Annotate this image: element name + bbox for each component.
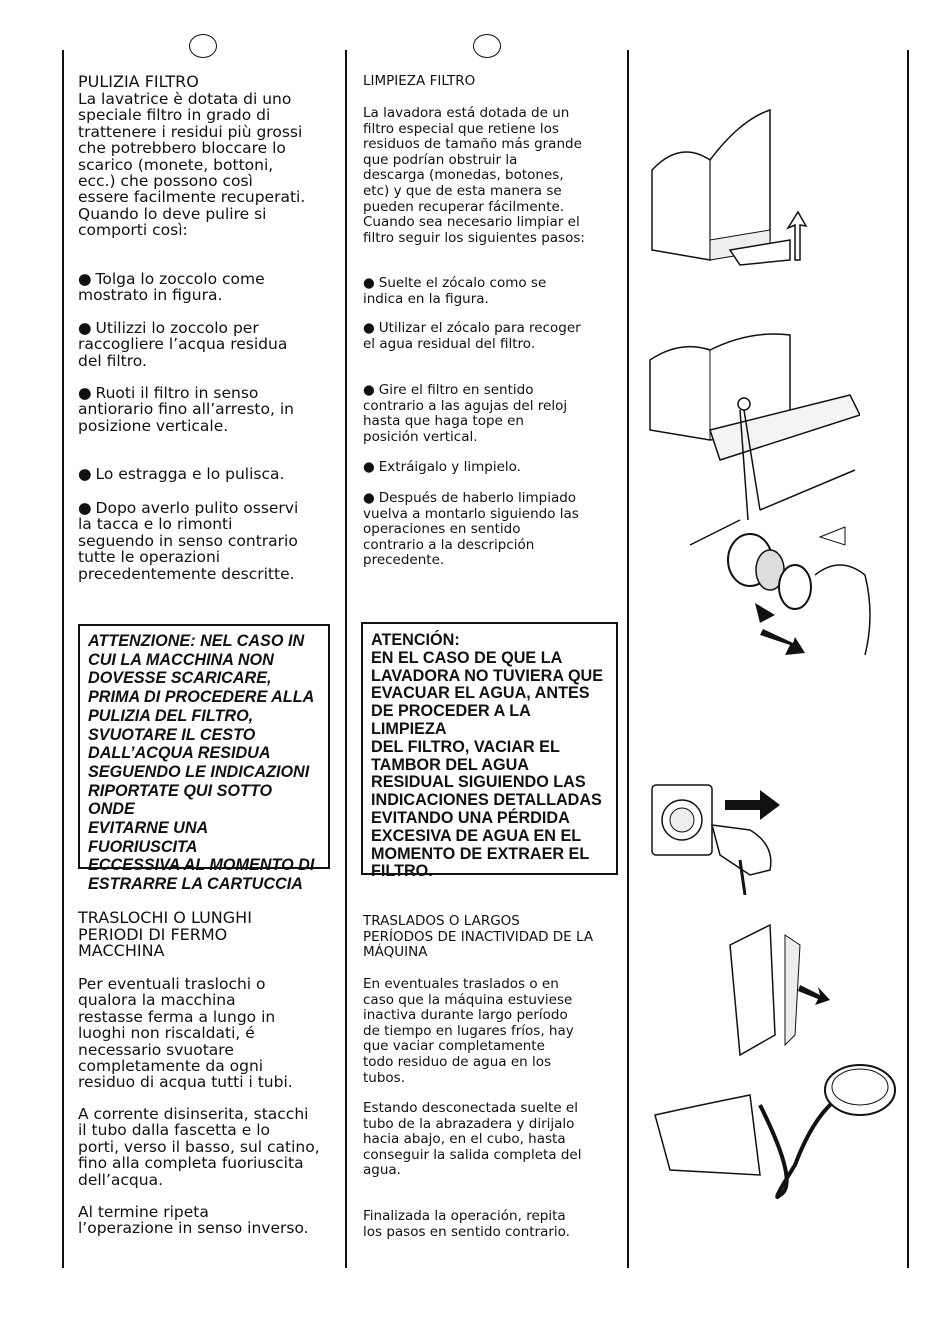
- italian-language-circle: [189, 34, 217, 58]
- moving-p1-es-line: tubos.: [363, 1069, 406, 1086]
- spanish-language-circle: [473, 34, 501, 58]
- step3-es-line: posición vertical.: [363, 428, 478, 445]
- filter-intro-it-line: Quando lo deve pulire si: [78, 204, 267, 223]
- warning-box-es-line: DE PROCEDER A LA LIMPIEZA: [371, 702, 531, 738]
- moving-p1-it-line: completamente da ogni: [78, 1057, 264, 1076]
- moving-title-es: [363, 914, 593, 961]
- filter-intro-it-line: ecc.) che possono così: [78, 172, 253, 191]
- moving-p2-it-line: il tubo dalla fascetta e lo: [78, 1121, 270, 1140]
- warning-box-es: [361, 622, 618, 881]
- middle-column-rule: [345, 50, 347, 1268]
- filter-intro-it-line: comporti così:: [78, 221, 188, 240]
- filter-intro-es-line: La lavadora está dotada de un: [363, 105, 570, 121]
- warning-box-es-line: EVACUAR EL AGUA, ANTES: [371, 684, 590, 703]
- step5-it-line: seguendo in senso contrario: [78, 531, 298, 550]
- filter-intro-it: [78, 91, 305, 239]
- moving-title-it-line: MACCHINA: [78, 941, 165, 960]
- warning-box-es-line: LAVADORA NO TUVIERA QUE: [371, 666, 604, 685]
- warning-box-it-line: ECCESSIVA AL MOMENTO DI: [88, 856, 315, 875]
- filter-intro-es: [363, 106, 585, 246]
- moving-title-es-line: MÁQUINA: [363, 944, 428, 961]
- moving-p3-it: [78, 1204, 309, 1237]
- moving-p2-es-line: hacia abajo, en el cubo, hasta: [363, 1131, 566, 1148]
- filter-intro-es-line: filtro seguir los siguientes pasos:: [363, 229, 585, 246]
- step3-es-line: ● Gire el filtro en sentido: [363, 383, 567, 399]
- step3-it-line: ● Ruoti il filtro in senso: [78, 385, 294, 401]
- moving-p2-es: [363, 1101, 582, 1179]
- step1-es-line: indica en la figura.: [363, 290, 489, 307]
- warning-box-it-line: SEGUENDO LE INDICAZIONI: [88, 762, 310, 781]
- warning-box-it: [78, 624, 330, 894]
- filter-intro-it-line: trattenere i residui più grossi: [78, 122, 303, 141]
- filter-intro-es-line: etc) y que de esta manera se: [363, 182, 562, 199]
- moving-p3-it-line: Al termine ripeta: [78, 1203, 209, 1221]
- moving-p1-it-line: Per eventuali traslochi o: [78, 975, 266, 993]
- step3-es-line: contrario a las agujas del reloj: [363, 397, 568, 414]
- step1-es-line: ● Suelte el zócalo como se: [363, 276, 546, 292]
- moving-p1-es-line: En eventuales traslados o en: [363, 976, 559, 992]
- drain-hose-illustration: [650, 905, 910, 1205]
- moving-p1-it-line: residuo di acqua tutti i tubi.: [78, 1073, 293, 1092]
- step1-it-line: ● Tolga lo zoccolo come: [78, 271, 265, 287]
- moving-p1-es-line: todo residuo de agua en los: [363, 1053, 552, 1070]
- filter-intro-es-line: Cuando sea necesario limpiar el: [363, 214, 580, 231]
- moving-p3-es-line: Finalizada la operación, repita: [363, 1208, 566, 1224]
- moving-title-it-line: PERIODI DI FERMO: [78, 924, 228, 944]
- step5-es-line: vuelva a montarlo siguiendo las: [363, 505, 579, 522]
- filter-intro-it-line: scarico (monete, bottoni,: [78, 155, 274, 174]
- moving-title-es-line: PERÍODOS DE INACTIVIDAD DE LA: [363, 928, 594, 945]
- filter-rotation-illustration: [715, 515, 875, 675]
- step3-es: [363, 383, 567, 445]
- step5-it: [78, 500, 298, 582]
- warning-box-it-line: RIPORTATE QUI SOTTO ONDE: [88, 781, 273, 819]
- moving-p1-es-line: caso que la máquina estuviese: [363, 991, 573, 1008]
- step2-it-line: ● Utilizzi lo zoccolo per: [78, 320, 287, 336]
- left-column-rule: [62, 50, 64, 1268]
- moving-p1-es-line: de tiempo en lugares fríos, hay: [363, 1022, 574, 1039]
- step1-it: [78, 271, 265, 304]
- warning-box-it-line: CUI LA MACCHINA NON: [88, 650, 274, 669]
- warning-box-it-line: SVUOTARE IL CESTO: [88, 725, 256, 744]
- step3-it-line: posizione verticale.: [78, 416, 229, 435]
- step1-es: [363, 276, 546, 307]
- step2-es-line: el agua residual del filtro.: [363, 335, 536, 352]
- filter-intro-it-line: essere facilmente recuperati.: [78, 188, 306, 207]
- warning-box-es-line: EXCESIVA DE AGUA EN EL: [371, 826, 582, 845]
- step5-es-line: contrario a la descripción: [363, 536, 535, 553]
- step2-es-line: ● Utilizar el zócalo para recoger: [363, 321, 581, 337]
- moving-p1-it-line: qualora la macchina: [78, 991, 236, 1010]
- step5-it-line: la tacca e lo rimonti: [78, 515, 233, 534]
- moving-p1-es-line: que vaciar completamente: [363, 1038, 545, 1055]
- step4-es: [363, 460, 521, 476]
- warning-box-es-line: INDICACIONES DETALLADAS: [371, 791, 602, 810]
- warning-box-it-line: DALL’ACQUA RESIDUA: [88, 744, 271, 763]
- filter-intro-es-line: residuos de tamaño más grande: [363, 136, 582, 153]
- step4-it-line: ● Lo estragga e lo pulisca.: [78, 466, 284, 482]
- moving-p1-it-line: restasse ferma a lungo in: [78, 1007, 276, 1026]
- warning-box-it-line: PULIZIA DEL FILTRO,: [88, 706, 254, 725]
- filter-intro-es-line: que podrían obstruir la: [363, 151, 518, 168]
- warning-box-es-line: RESIDUAL SIGUIENDO LAS: [371, 773, 586, 792]
- moving-p2-it-line: fino alla completa fuoriuscita: [78, 1154, 304, 1173]
- moving-p1-es-line: inactiva durante largo período: [363, 1007, 568, 1024]
- warning-box-es-line: MOMENTO DE EXTRAER EL: [371, 844, 590, 863]
- step2-es: [363, 321, 581, 352]
- step4-it: [78, 466, 284, 482]
- moving-p2-it-line: dell’acqua.: [78, 1170, 164, 1189]
- moving-title-it: [78, 910, 252, 960]
- step5-es-line: ● Después de haberlo limpiado: [363, 491, 579, 507]
- filter-title-es: LIMPIEZA FILTRO: [363, 73, 476, 89]
- warning-box-es-line: TAMBOR DEL AGUA: [371, 755, 529, 774]
- warning-box-es-line: EN EL CASO DE QUE LA: [371, 648, 563, 667]
- moving-p1-it: [78, 976, 293, 1091]
- warning-box-es-line: DEL FILTRO, VACIAR EL: [371, 737, 560, 756]
- moving-p3-it-line: l’operazione in senso inverso.: [78, 1219, 309, 1238]
- filter-title-it: PULIZIA FILTRO: [78, 72, 199, 91]
- moving-p2-es-line: tubo de la abrazadera y dirijalo: [363, 1115, 575, 1132]
- step5-it-line: tutte le operazioni: [78, 548, 221, 567]
- step3-it-line: antiorario fino all’arresto, in: [78, 400, 294, 419]
- moving-p3-es: [363, 1209, 570, 1240]
- filter-intro-es-line: descarga (monedas, botones,: [363, 167, 564, 184]
- filter-intro-es-line: filtro especial que retiene los: [363, 120, 559, 137]
- warning-box-it-line: PRIMA DI PROCEDERE ALLA: [88, 688, 315, 707]
- step5-it-line: precedentemente descritte.: [78, 564, 295, 583]
- filter-intro-it-line: speciale filtro in grado di: [78, 106, 271, 125]
- warning-box-it-line: DOVESSE SCARICARE,: [88, 669, 272, 688]
- filter-intro-it-line: La lavatrice è dotata di uno: [78, 90, 292, 108]
- warning-box-es-line: FILTRO.: [371, 862, 433, 881]
- step4-es-line: ● Extráigalo y limpielo.: [363, 460, 521, 476]
- moving-p1-it-line: necessario svuotare: [78, 1040, 234, 1059]
- warning-box-it-line: ESTRARRE LA CARTUCCIA: [88, 875, 303, 894]
- step3-es-line: hasta que haga tope en: [363, 413, 524, 430]
- warning-box-it-line: ATTENZIONE: NEL CASO IN: [88, 632, 305, 650]
- right-column-rule: [627, 50, 629, 1268]
- step5-it-line: ● Dopo averlo pulito osservi: [78, 500, 298, 516]
- step2-it-line: raccogliere l’acqua residua: [78, 335, 288, 354]
- warning-box-it-line: EVITARNE UNA FUORIUSCITA: [88, 819, 208, 856]
- plinth-removal-illustration: [640, 100, 820, 280]
- warning-box-es-line: EVITANDO UNA PÉRDIDA: [371, 808, 570, 827]
- moving-title-es-line: TRASLADOS O LARGOS: [363, 913, 520, 929]
- moving-p2-es-line: conseguir la salida completa del: [363, 1146, 582, 1163]
- filter-intro-it-line: che potrebbero bloccare lo: [78, 139, 286, 158]
- step2-it-line: del filtro.: [78, 351, 147, 370]
- step5-es-line: precedente.: [363, 552, 445, 569]
- unplug-illustration: [650, 775, 790, 895]
- moving-p2-es-line: agua.: [363, 1162, 401, 1179]
- filter-intro-es-line: pueden recuperar fácilmente.: [363, 198, 565, 215]
- moving-p1-es: [363, 977, 574, 1086]
- moving-p2-it-line: porti, verso il basso, sul catino,: [78, 1137, 320, 1156]
- moving-title-it-line: TRASLOCHI O LUNGHI: [78, 908, 252, 927]
- moving-p1-it-line: luoghi non riscaldati, é: [78, 1024, 255, 1043]
- step2-it: [78, 320, 287, 369]
- step5-es-line: operaciones en sentido: [363, 521, 521, 538]
- moving-p2-es-line: Estando desconectada suelte el: [363, 1100, 578, 1116]
- warning-box-es-line: ATENCIÓN:: [371, 631, 460, 649]
- moving-p2-it: [78, 1106, 320, 1188]
- moving-p2-it-line: A corrente disinserita, stacchi: [78, 1105, 309, 1123]
- moving-p3-es-line: los pasos en sentido contrario.: [363, 1223, 570, 1240]
- step1-it-line: mostrato in figura.: [78, 286, 223, 305]
- step3-it: [78, 385, 294, 434]
- step5-es: [363, 491, 579, 569]
